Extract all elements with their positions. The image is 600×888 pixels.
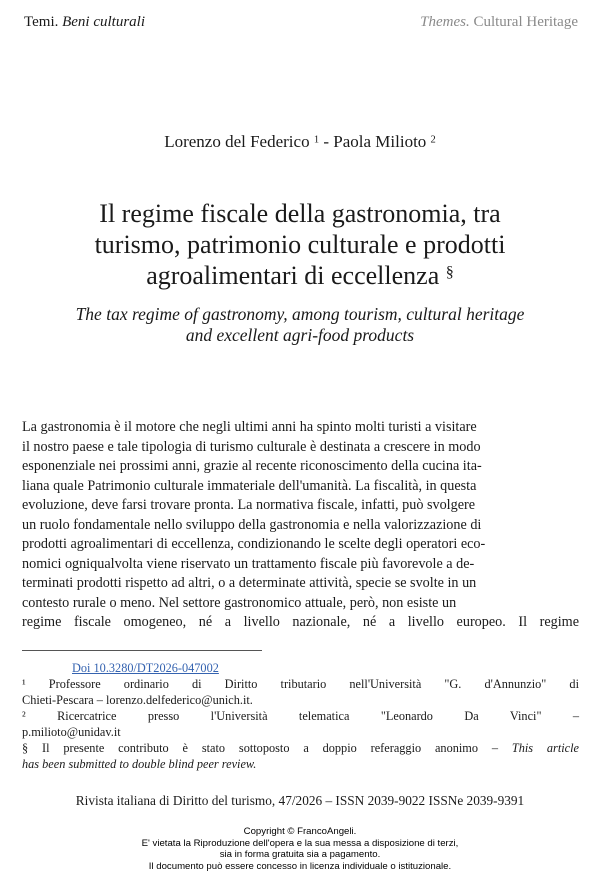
- footnote-3-roman: § Il presente contributo è stato sottoposto a doppio referaggio anonimo –: [22, 741, 499, 755]
- body-line: terminati prodotti rispetto ad altri, o a determinate attività, specie se svolte in un: [22, 575, 477, 591]
- header-left-section: Beni culturali: [62, 14, 146, 30]
- footnote-3-line-1: [22, 740, 579, 756]
- copyright-line-4: Il documento può essere concesso in licenza individuale o istituzionale.: [148, 860, 452, 872]
- title-footnote-mark[interactable]: §: [445, 263, 454, 281]
- author-1-footnote-mark[interactable]: 1: [313, 134, 320, 146]
- article-subtitle-english: [20, 304, 580, 346]
- title-line-2: turismo, patrimonio culturale e prodotti: [94, 230, 506, 259]
- author-1: Lorenzo del Federico: [164, 132, 310, 151]
- body-line: il nostro paese e tale tipologia di turismo culturale è destinata a crescere in modo: [22, 438, 481, 455]
- authors: [0, 132, 600, 152]
- footnote-1-line-1: ¹ Professore ordinario di Diritto tributario nell'Università "G. d'Annunzio" di: [22, 677, 579, 691]
- footnote-3-italic-a: This article: [511, 741, 579, 755]
- copyright-line-2: E' vietata la Riproduzione dell'opera e la sua messa a disposizione di terzi,: [141, 837, 459, 849]
- footnote-2-line-2: p.milioto@unidav.it: [22, 725, 121, 739]
- body-line: La gastronomia è il motore che negli ultimi anni ha spinto molti turisti a visitare: [22, 419, 477, 435]
- author-2-footnote-mark[interactable]: 2: [430, 134, 436, 146]
- copyright-line-3: sia in forma gratuita sia a pagamento.: [219, 849, 381, 861]
- article-title: [20, 198, 580, 291]
- author-separator: -: [323, 132, 330, 151]
- header-left-prefix: Temi.: [24, 14, 59, 30]
- title-line-3-text: agroalimentari di eccellenza: [146, 261, 440, 290]
- header-right-section: Themes.: [420, 14, 470, 30]
- body-line: contesto rurale o meno. Nel settore gastronomico attuale, però, non esiste un: [22, 594, 457, 611]
- body-line: prodotti agroalimentari di eccellenza, condizionando le scelte degli operatori eco-: [22, 536, 486, 552]
- doi-link[interactable]: Doi 10.3280/DT2026-047002: [72, 661, 219, 675]
- copyright-notice: [0, 826, 600, 872]
- footnote-peer-review: [22, 740, 579, 772]
- subtitle-line-1: The tax regime of gastronomy, among tourism, cultural heritage: [75, 304, 525, 324]
- author-2: Paola Milioto: [333, 132, 427, 151]
- body-line: evoluzione, deve farsi trovare pronta. La normativa fiscale, infatti, può svolgere: [22, 497, 476, 513]
- running-header-right: [420, 14, 578, 31]
- title-line-3: [20, 260, 580, 291]
- body-line: nomici ogniqualvolta viene riservato un trattamento fiscale più favorevole a de-: [22, 555, 475, 572]
- title-line-1: Il regime fiscale della gastronomia, tra: [99, 199, 501, 228]
- body-paragraph: [22, 418, 579, 633]
- body-line: esponenziale nei prossimi anni, grazie al recente riconoscimento della cucina ita-: [22, 458, 482, 474]
- footnote-2-line-1: ² Ricercatrice presso l'Università telematica "Leonardo Da Vinci" –: [22, 709, 579, 723]
- subtitle-line-2: and excellent agri-food products: [185, 325, 415, 345]
- header-right-rest: Cultural Heritage: [473, 14, 578, 30]
- footnote-1: [22, 676, 579, 708]
- footnote-3-italic-b: has been submitted to double blind peer review.: [22, 757, 257, 771]
- body-line: liana quale Patrimonio culturale immateriale dell'umanità. La fiscalità, in questa: [22, 477, 477, 494]
- body-line: regime fiscale omogeneo, né a livello nazionale, né a livello europeo. Il regime: [22, 614, 579, 630]
- footnote-separator: [22, 650, 262, 651]
- running-header-left: [24, 14, 145, 31]
- journal-citation: Rivista italiana di Diritto del turismo, 47/2026 – ISSN 2039-9022 ISSNe 2039-9391: [75, 793, 525, 808]
- body-line: un ruolo fondamentale nello sviluppo della gastronomia e nella valorizzazione di: [22, 516, 482, 533]
- copyright-line-1: Copyright © FrancoAngeli.: [243, 826, 357, 837]
- footnote-1-line-2: Chieti-Pescara – lorenzo.delfederico@unich.it.: [22, 693, 253, 707]
- footnote-2: [22, 708, 579, 740]
